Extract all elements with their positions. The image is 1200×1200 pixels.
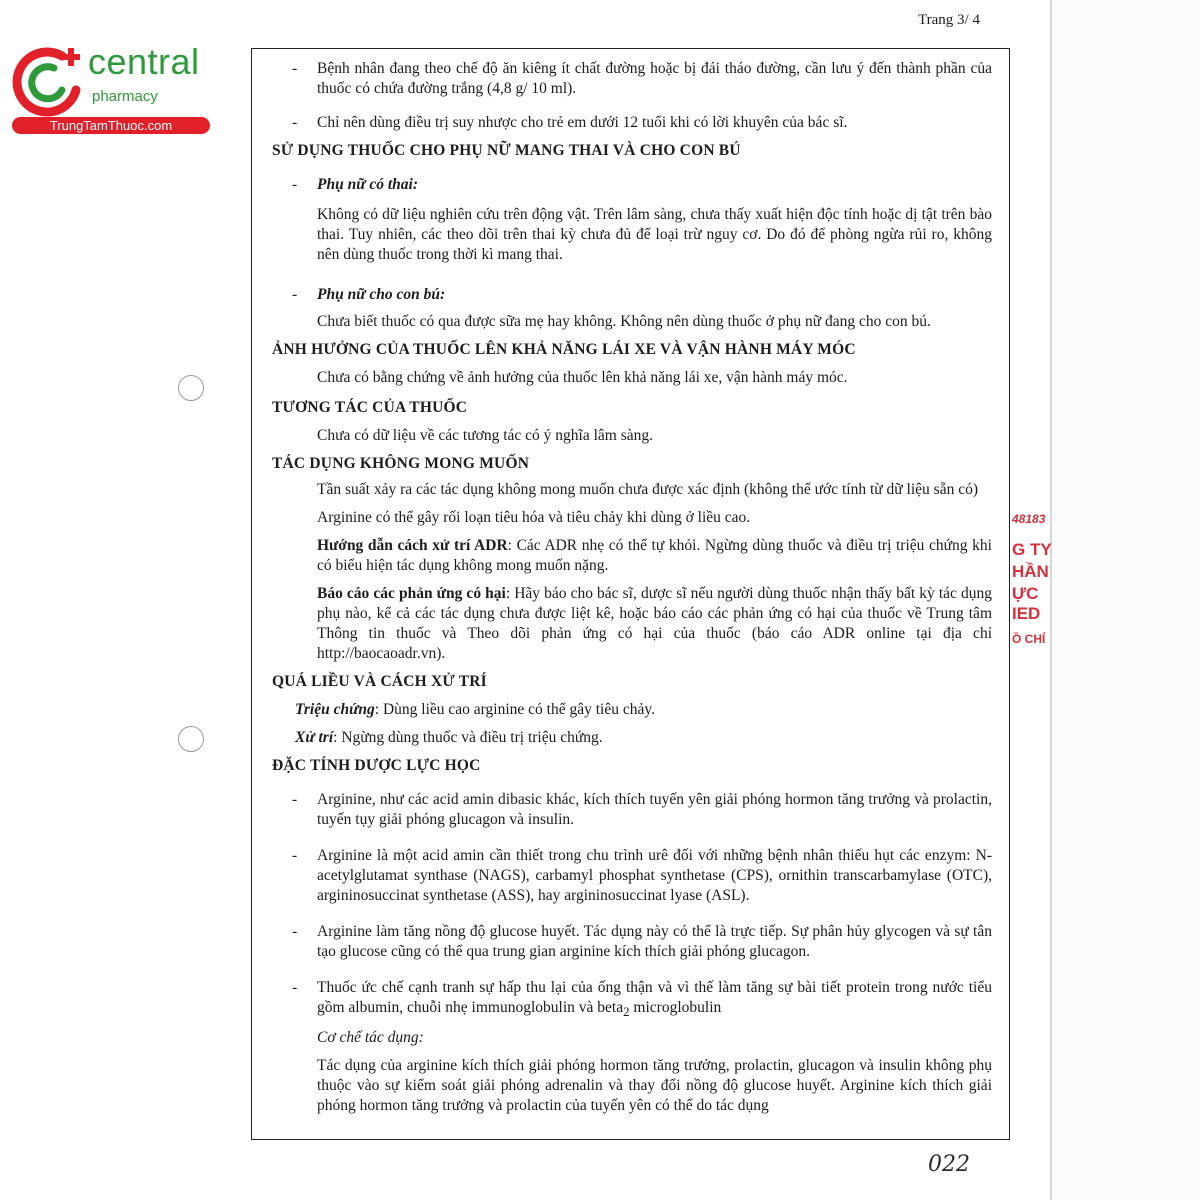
nursing-subheading: - Phụ nữ cho con bú: — [292, 286, 446, 303]
stamp-line-1: 48183 — [1012, 512, 1046, 526]
mechanism-text: Tác dụng của arginine kích thích giải phóng hormon tăng trưởng, prolactin, glucagon và insulin không phụ thuộc vào sự kiểm soát giải phóng adrenalin và thay đổi nồng độ glucose huyết. Arginine kích thích giải phóng hormon tăng trưởng và prolactin của tuyến yên có thể do tác dụng — [317, 1057, 992, 1115]
stamp-line-3: HẦN — [1012, 562, 1049, 581]
handwritten-page-number: 022 — [928, 1152, 970, 1177]
adr-report: Báo cáo các phản ứng có hại: Hãy báo cho bác sĩ, dược sĩ nếu người dùng thuốc nhận thấy bất kỳ tác dụng phụ nào, kể cả các tác dụng chưa được liệt kê, hoặc báo cáo các phản ứng có hại của thuốc về Trung tâm Thông tin thuốc và Theo dõi phản ứng có hại của thuốc (báo cáo ADR online tại địa chỉ http://baocaoadr.vn). — [317, 585, 992, 662]
document-content — [272, 59, 992, 1116]
nursing-text: Chưa biết thuốc có qua được sữa mẹ hay không. Không nên dùng thuốc ở phụ nữ đang cho con bú. — [317, 313, 931, 330]
pregnant-subheading: - Phụ nữ có thai: — [292, 176, 419, 193]
intro-item-1: - Bệnh nhân đang theo chế độ ăn kiêng ít chất đường hoặc bị đái tháo đường, cần lưu ý đến thành phần của thuốc có chứa đường trắng (4,8 g/ 10 ml). — [292, 60, 992, 97]
interactions-heading: TƯƠNG TÁC CỦA THUỐC — [272, 399, 468, 416]
stamp-line-2: G TY — [1012, 540, 1052, 559]
driving-text: Chưa có bằng chứng về ảnh hưởng của thuốc lên khả năng lái xe, vận hành máy móc. — [317, 369, 848, 386]
intro-item-2: - Chỉ nên dùng điều trị suy nhược cho trẻ em dưới 12 tuổi khi có lời khuyên của bác sĩ. — [292, 114, 848, 131]
adverse-frequency: Tần suất xảy ra các tác dụng không mong muốn chưa được xác định (không thể ước tính từ dữ liệu sẵn có) — [317, 481, 978, 498]
pharmacodynamics-item-2: - Arginine là một acid amin cần thiết trong chu trình urê đối với những bệnh nhân thiếu hụt các enzym: N-acetylglutamat synthase (NAGS), carbamyl phosphat synthetase (CPS), ornithin transcarbamylase (OTC), argininosuccinat synthetase (ASS), hay argininosuccinat lyase (ASL). — [292, 847, 992, 904]
adverse-heading: TÁC DỤNG KHÔNG MONG MUỐN — [272, 455, 530, 472]
mechanism-label: Cơ chế tác dụng: — [317, 1029, 424, 1047]
overdose-symptom: Triệu chứng: Dùng liều cao arginine có thể gây tiêu chảy. — [295, 701, 655, 718]
overdose-treatment: Xử trí: Ngừng dùng thuốc và điều trị triệu chứng. — [295, 729, 603, 746]
driving-heading: ẢNH HƯỞNG CỦA THUỐC LÊN KHẢ NĂNG LÁI XE VÀ VẬN HÀNH MÁY MÓC — [272, 341, 856, 358]
stamp-line-5: IED — [1012, 604, 1041, 623]
punch-hole-top — [178, 375, 204, 401]
adverse-gi: Arginine có thể gây rối loạn tiêu hóa và tiêu chảy khi dùng ở liều cao. — [317, 509, 751, 526]
pharmacodynamics-item-3: - Arginine làm tăng nồng độ glucose huyết. Tác dụng này có thể là trực tiếp. Sự phân hủy glycogen và sự tân tạo glucose cũng có thể qua trung gian arginine kích thích giải phóng glucagon. — [292, 923, 992, 960]
pharmacodynamics-item-1: - Arginine, như các acid amin dibasic khác, kích thích tuyến yên giải phóng hormon tăng trưởng và prolactin, tuyến tụy giải phóng glucagon và insulin. — [292, 791, 992, 828]
pregnant-text: Không có dữ liệu nghiên cứu trên động vật. Trên lâm sàng, chưa thấy xuất hiện độc tính hoặc dị tật trên bào thai. Tuy nhiên, các theo dõi trên thai kỳ chưa đủ để loại trừ nguy cơ. Do đó để phòng ngừa rủi ro, không nên dùng thuốc trong thời kì mang thai. — [317, 206, 992, 263]
logo-site-bar: TrungTamThuoc.com — [12, 117, 210, 134]
logo-name: central — [88, 41, 200, 82]
adr-guidance: Hướng dẫn cách xử trí ADR: Các ADR nhẹ có thể tự khỏi. Ngừng dùng thuốc và điều trị triệu chứng khi có biểu hiện tác dụng không mong muốn nặng. — [317, 537, 992, 574]
logo-subtitle: pharmacy — [92, 88, 158, 105]
stamp-line-6: Ồ CHÍ — [1012, 632, 1046, 646]
overdose-heading: QUÁ LIỀU VÀ CÁCH XỬ TRÍ — [272, 673, 487, 690]
page-edge-line — [1050, 0, 1052, 1200]
stamp-line-4: ỰC — [1012, 584, 1039, 603]
pregnancy-heading: SỬ DỤNG THUỐC CHO PHỤ NỮ MANG THAI VÀ CHO CON BÚ — [272, 142, 741, 159]
pharmacodynamics-heading: ĐẶC TÍNH DƯỢC LỰC HỌC — [272, 757, 481, 774]
adjacent-page-strip — [1054, 0, 1200, 1200]
document-frame — [251, 48, 1010, 1140]
page-number: Trang 3/ 4 — [918, 12, 980, 28]
pharmacodynamics-item-4: - Thuốc ức chế cạnh tranh sự hấp thu lại của ống thận và vì thế làm tăng sự bài tiết protein trong nước tiểu gồm albumin, chuỗi nhẹ immunoglobulin và beta$_2$ microglobulin — [292, 979, 992, 1020]
punch-hole-bottom — [178, 726, 204, 752]
interactions-text: Chưa có dữ liệu về các tương tác có ý nghĩa lâm sàng. — [317, 427, 653, 444]
